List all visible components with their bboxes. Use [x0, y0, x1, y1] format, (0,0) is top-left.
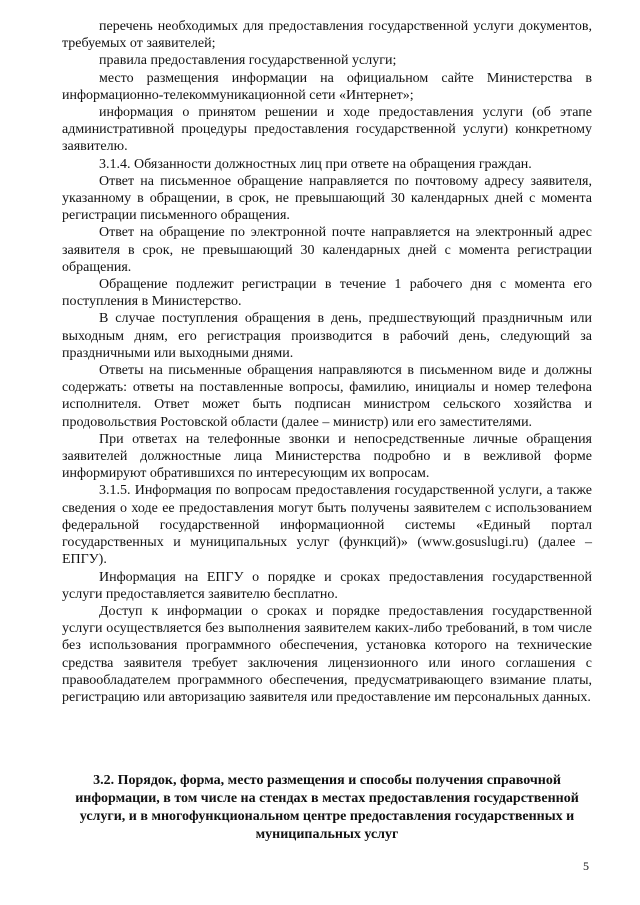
paragraph-phone-and-personal-requests: При ответах на телефонные звонки и непосредственные личные обращения заявителей должностные лица Министерства подробно и в вежливой форме информируют обратившихся по интересующим их вопросам. [62, 431, 592, 482]
paragraph-information-access: Доступ к информации о сроках и порядке предоставления государственной услуги осуществляется без выполнения заявителем каких-либо требований, в том числе без использования программного обеспечения, установка которого на технические средства заявителя требует заключения лицензионного или иного соглашения с правообладателем программного обеспечения, предусматривающего взимание платы, регистрацию или авторизацию заявителя или предоставление им персональных данных. [62, 603, 592, 705]
section-3-2-heading: 3.2. Порядок, форма, место размещения и способы получения справочной информации, в том числе на стендах в местах предоставления государственной услуги, и в многофункциональном центре предоставления государственных и муниципальных услуг [75, 773, 579, 842]
paragraph-service-rules: правила предоставления государственной услуги; [99, 53, 397, 69]
paragraph-section-3-1-5: 3.1.5. Информация по вопросам предоставления государственной услуги, а также сведения о ходе ее предоставления могут быть получены заявителем с использованием федеральной государственной информационной системы «Единый портал государственных и муниципальных услуг (функций)» (www.gosuslugi.ru) (далее – ЕПГУ). [62, 483, 592, 568]
paragraph-required-documents: перечень необходимых для предоставления государственной услуги документов, требуемых от заявителей; [62, 19, 592, 52]
paragraph-written-responses: Ответы на письменные обращения направляются в письменном виде и должны содержать: ответы на поставленные вопросы, фамилию, инициалы и номер телефона исполнителя. Ответ может быть подписан министром сельского хозяйства и продовольствия Ростовской области (далее – министр) или его заместителями. [62, 363, 592, 430]
document-body [62, 18, 592, 706]
paragraph-registration-deadline: Обращение подлежит регистрации в течение 1 рабочего дня с момента его поступления в Министерство. [62, 277, 592, 310]
paragraph-postal-response: Ответ на письменное обращение направляется по почтовому адресу заявителя, указанному в обращении, в срок, не превышающий 30 календарных дней с момента регистрации письменного обращения. [62, 173, 592, 224]
paragraph-section-3-1-4: 3.1.4. Обязанности должностных лиц при ответе на обращения граждан. [99, 156, 532, 172]
paragraph-epgu-free-information: Информация на ЕПГУ о порядке и сроках предоставления государственной услуги предоставляется заявителю бесплатно. [62, 569, 592, 602]
paragraph-website-placement: место размещения информации на официальном сайте Министерства в информационно-телекоммуникационной сети «Интернет»; [62, 70, 592, 103]
paragraph-holiday-registration: В случае поступления обращения в день, предшествующий праздничным или выходным дням, его регистрация производится в рабочий день, следующий за праздничными или выходными днями. [62, 311, 592, 361]
paragraph-decision-information: информация о принятом решении и ходе предоставления услуги (об этапе административной процедуры предоставления государственной услуги) конкретному заявителю. [62, 105, 592, 155]
paragraph-email-response: Ответ на обращение по электронной почте направляется на электронный адрес заявителя в срок, не превышающий 30 календарных дней с момента регистрации обращения. [62, 225, 592, 275]
page-number: 5 [583, 859, 589, 873]
